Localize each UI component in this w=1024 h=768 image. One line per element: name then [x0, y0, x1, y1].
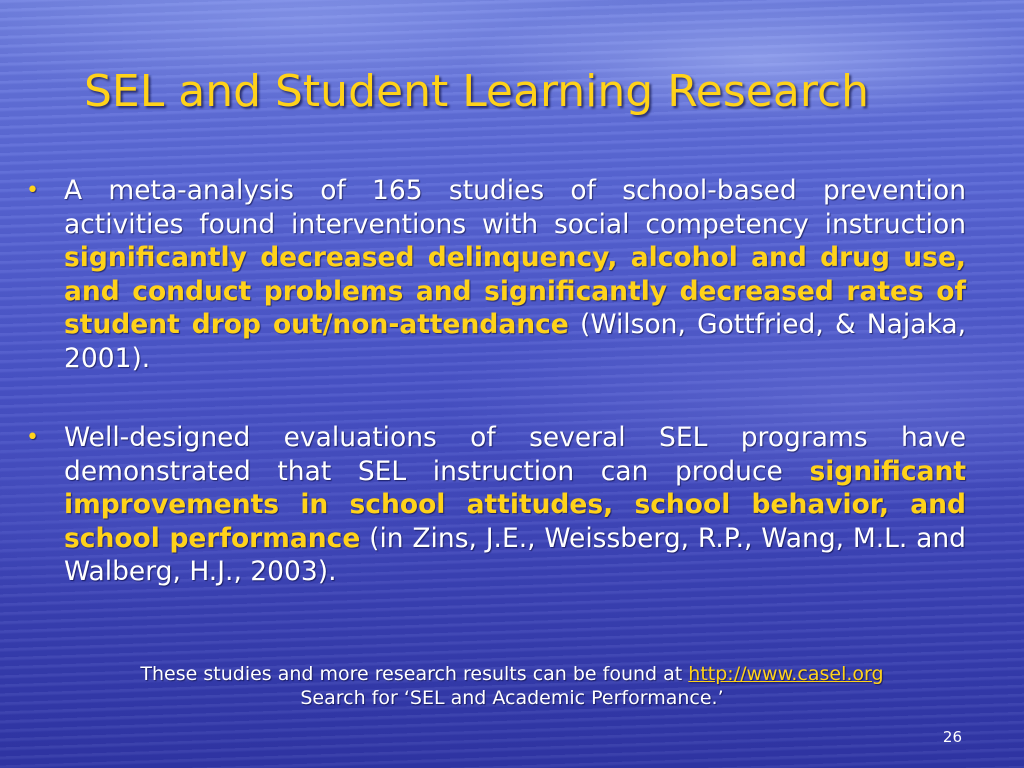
footer-text: These studies and more research results can be found at — [140, 663, 689, 685]
bullet-highlight: significantly decreased delinquency, alcohol and drug use, and conduct problems and significantly decreased rates of student drop out/non-attendance — [64, 242, 966, 340]
bullet-highlight: significant improvements in school attitudes, school behavior, and school performance — [64, 455, 966, 554]
bullet-citation: (in Zins, J.E., Weissberg, R.P., Wang, M.L. and Walberg, H.J., 2003). — [64, 522, 966, 587]
bullet-item — [22, 421, 966, 589]
footer-note — [20, 662, 1004, 710]
casel-link[interactable]: http://www.casel.org — [688, 663, 884, 685]
bullet-citation: (Wilson, Gottfried, & Najaka, 2001). — [64, 309, 967, 374]
footer-line-1 — [20, 662, 1004, 686]
bullet-item — [22, 174, 966, 375]
bullet-dot-icon: • — [26, 178, 39, 203]
bullet-dot-icon: • — [26, 425, 39, 450]
slide-title: SEL and Student Learning Research — [84, 66, 870, 117]
bullet-list — [22, 174, 966, 589]
footer-line-2: Search for ‘SEL and Academic Performance.’ — [300, 687, 724, 709]
bullet-text: A meta-analysis of 165 studies of school-based prevention activities found interventions with social competency instruction — [64, 175, 966, 240]
bullet-text: Well-designed evaluations of several SEL programs have demonstrated that SEL instruction can produce — [64, 422, 966, 487]
page-number: 26 — [942, 728, 962, 746]
